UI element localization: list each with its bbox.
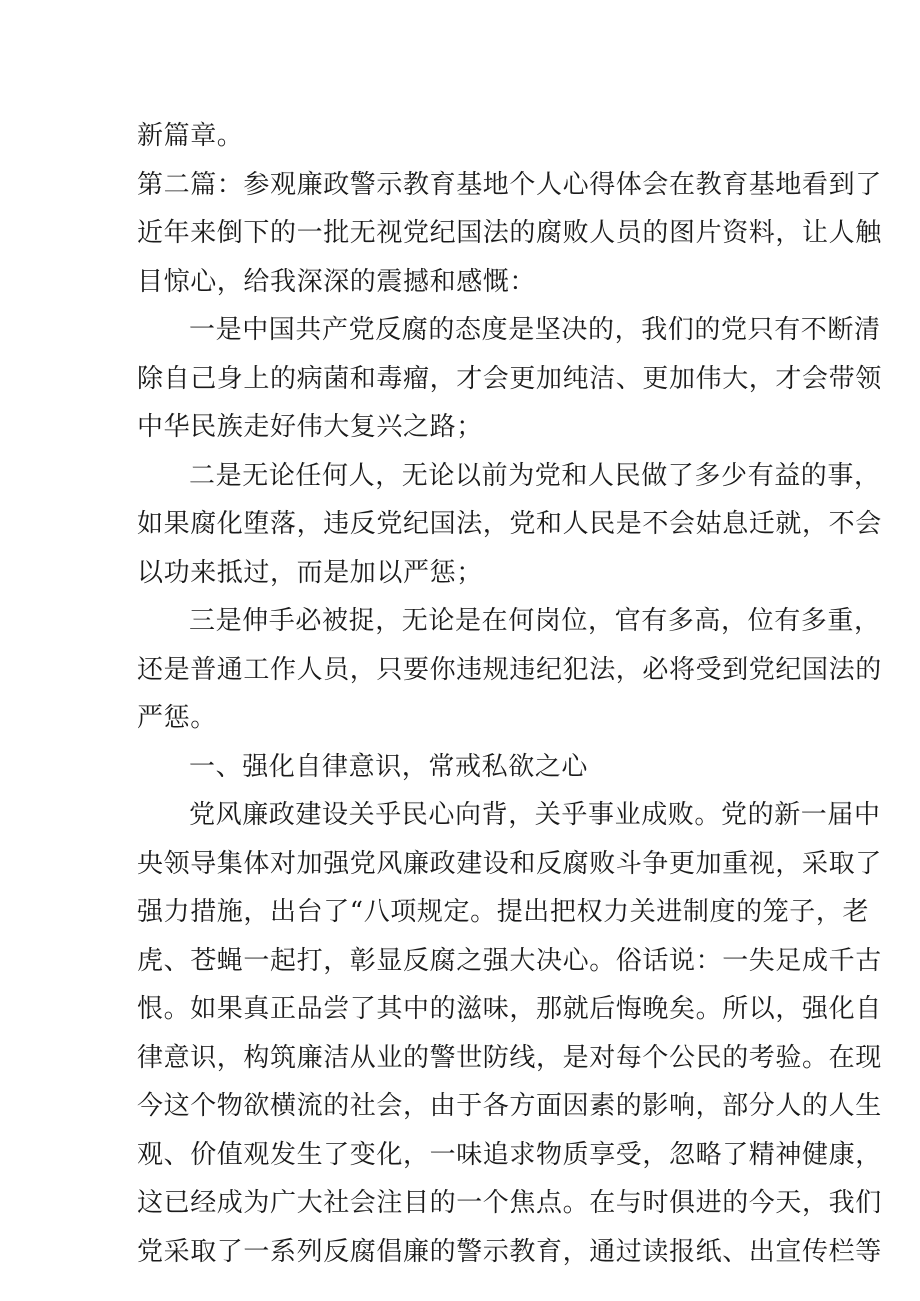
text-line: 虎、苍蝇一起打，彰显反腐之强大决心。俗话说：一失足成千古	[137, 945, 882, 976]
text-line: 如果腐化堕落，违反党纪国法，党和人民是不会姑息迁就，不会	[137, 509, 882, 539]
text-line: 律意识，构筑廉洁从业的警世防线，是对每个公民的考验。在现	[137, 1042, 882, 1073]
text-line: 一是中国共产党反腐的态度是坚决的，我们的党只有不断清	[189, 315, 881, 345]
text-line: 央领导集体对加强党风廉政建设和反腐败斗争更加重视，采取了	[137, 848, 882, 879]
text-line: 二是无论任何人，无论以前为党和人民做了多少有益的事，	[189, 460, 881, 491]
text-line: 还是普通工作人员，只要你违规违纪犯法，必将受到党纪国法的	[137, 654, 882, 685]
text-line: 第二篇：参观廉政警示教育基地个人心得体会在教育基地看到了	[137, 169, 882, 200]
text-line: 三是伸手必被捉，无论是在何岗位，官有多高，位有多重，	[189, 606, 881, 636]
text-line: 强力措施，出台了“八项规定。提出把权力关进制度的笼子，老	[137, 897, 870, 927]
document-body	[137, 112, 882, 1276]
text-line: 以功来抵过，而是加以严惩；	[137, 557, 483, 588]
text-line: 观、价值观发生了变化，一味追求物质享受，忽略了精神健康，	[137, 1139, 882, 1170]
text-line: 严惩。	[137, 703, 217, 733]
text-line: 党风廉政建设关乎民心向背，关乎事业成败。党的新一届中	[189, 800, 881, 830]
text-line: 党采取了一系列反腐倡廉的警示教育，通过读报纸、出宣传栏等	[137, 1236, 882, 1267]
text-line: 今这个物欲横流的社会，由于各方面因素的影响，部分人的人生	[137, 1091, 882, 1121]
text-line: 近年来倒下的一批无视党纪国法的腐败人员的图片资料，让人触	[137, 218, 882, 248]
text-line: 中华民族走好伟大复兴之路；	[137, 412, 483, 442]
text-line: 新篇章。	[137, 121, 244, 151]
text-line: 目惊心，给我深深的震撼和感慨：	[137, 266, 537, 297]
text-line: 这已经成为广大社会注目的一个焦点。在与时俱进的今天，我们	[137, 1188, 882, 1218]
text-line: 除自己身上的病菌和毒瘤，才会更加纯洁、更加伟大，才会带领	[137, 363, 882, 394]
section-heading: 一、强化自律意识，常戒私欲之心	[189, 751, 589, 782]
text-line: 恨。如果真正品尝了其中的滋味，那就后悔晚矣。所以，强化自	[137, 994, 882, 1024]
